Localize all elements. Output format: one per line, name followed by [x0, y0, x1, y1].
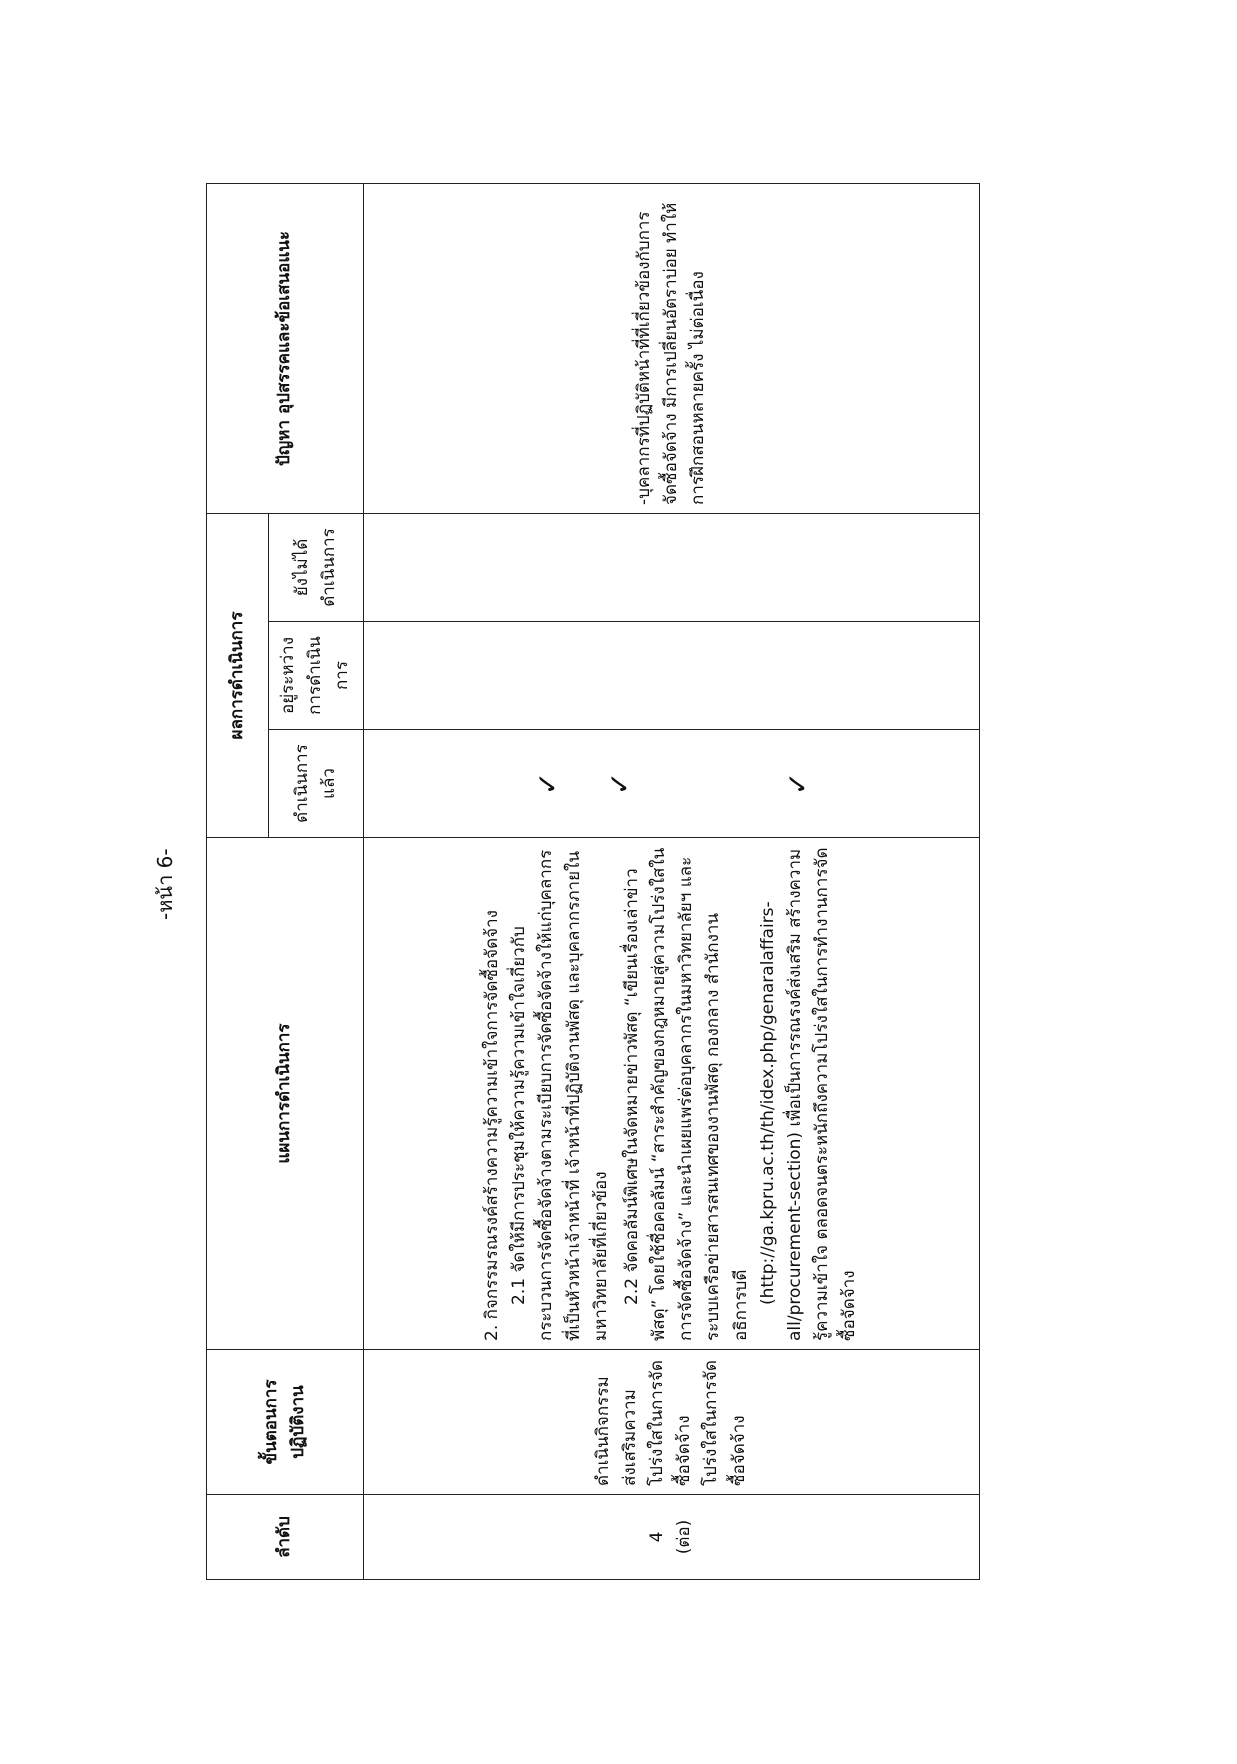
check-mark: ✓ [781, 771, 815, 796]
check-mark: ✓ [603, 771, 637, 796]
header-result-group: ผลการดำเนินการ [207, 513, 269, 837]
header-done: ดำเนินการแล้ว [269, 730, 364, 838]
page-number-label: -หน้า 6- [153, 848, 177, 920]
header-not-done: ยังไม่ได้ดำเนินการ [269, 513, 364, 621]
row-in-progress [363, 622, 979, 730]
check-mark: ✓ [531, 771, 565, 796]
row-done [363, 730, 979, 838]
row-no-cell [363, 1495, 979, 1580]
row-plan [363, 838, 979, 1350]
rotated-table-wrapper [206, 184, 980, 1580]
operation-plan-table [206, 183, 980, 1580]
header-no: ลำดับ [207, 1495, 364, 1580]
plan-paragraph-2: 2.1 จัดให้มีการประชุมให้ความรู้ความเข้าใจเกี่ยวกับกระบวนการจัดซื้อจัดจ้างตามระเบียบการจัดซื้อจัดจ้างให้แก่บุคลากรที่เป็นหัวหน้าเจ้าหน้าที่ เจ้าหน้าที่ปฏิบัติงานพัสดุ และบุคลากรภายในมหาวิทยาลัยที่เกี่ยวข้อง [509, 849, 611, 1341]
row-no: 4 [647, 1531, 668, 1543]
header-issues: ปัญหา อุปสรรคและข้อเสนอแนะ [207, 183, 364, 513]
row-no-sub: (ต่อ) [674, 1519, 695, 1555]
plan-paragraph-1: 2. กิจกรรมรณรงค์สร้างความรู้ความเข้าใจการจัดซื้อจัดจ้าง [481, 910, 502, 1341]
row-issues: -บุคลากรที่ปฏิบัติหน้าที่ที่เกี่ยวข้องกับการจัดซื้อจัดจ้าง มีการเปลี่ยนอัตราบ่อย ทำให้การฝึกสอนหลายครั้ง ไม่ต่อเนื่อง [363, 183, 979, 513]
table-row [363, 183, 979, 1579]
plan-paragraph-3: 2.2 จัดคอลัมน์พิเศษในจัดหมายข่าวพัสดุ “เขียนเรื่องเล่าข่าวพัสดุ” โดยใช้ชื่อคอลัมน์ “สาระสำคัญของกฎหมายสู่ความโปร่งใสในการจัดซื้อจัดจ้าง” และนำเผยแพร่ต่อบุคลากรในมหาวิทยาลัยฯ และระบบเครือข่ายสารสนเทศของงานพัสดุ กองกลาง สำนักงานอธิการบดี [621, 847, 751, 1341]
row-not-done [363, 513, 979, 621]
header-step: ขั้นตอนการปฏิบัติงาน [207, 1350, 364, 1495]
plan-paragraph-4: (http://ga.kpru.ac.th/th/idex.php/genaralaffairs-all/procurement-section) เพื่อเป็นการรณรงค์ส่งเสริม สร้างความรู้ความเข้าใจ ตลอดจนตระหนักถึงความโปร่งใสในการทำงานการจัดซื้อจัดจ้าง [757, 847, 860, 1341]
header-plan: แผนการดำเนินการ [207, 838, 364, 1350]
header-in-progress: อยู่ระหว่างการดำเนินการ [269, 622, 364, 730]
row-step: ดำเนินกิจกรรมส่งเสริมความโปร่งใสในการจัดซื้อจัดจ้าง โปร่งใสในการจัดซื้อจัดจ้าง [363, 1350, 979, 1495]
